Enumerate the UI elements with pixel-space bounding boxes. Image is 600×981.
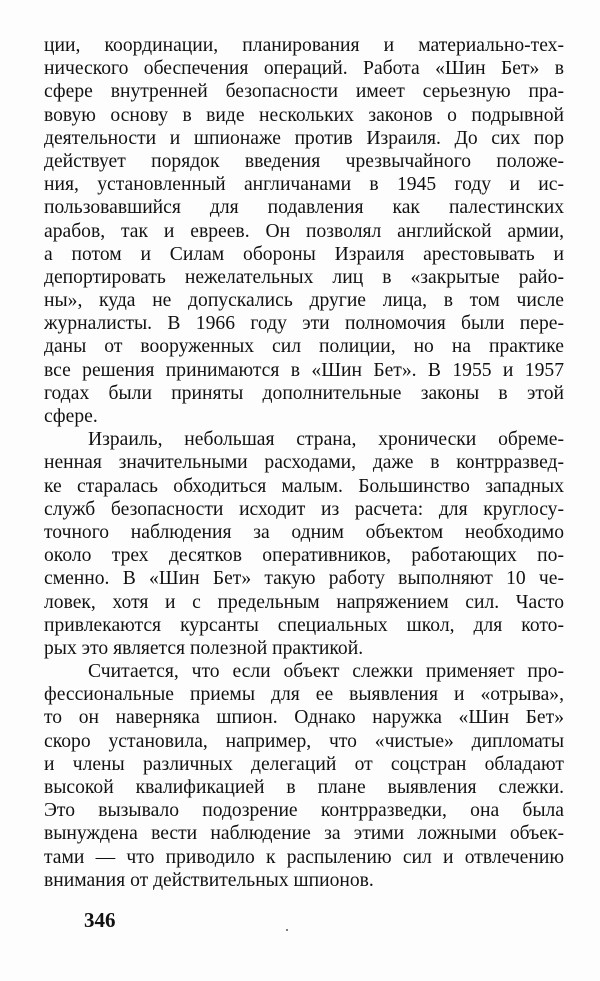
text-line: деятельности и шпионаже против Израиля. До сих пор [44, 127, 564, 149]
text-line: действует порядок введения чрезвычайного положе- [44, 150, 564, 172]
paragraph-start-line: Считается, что если объект слежки применяет про- [88, 661, 564, 683]
text-line: пользовавшийся для подавления как палестинских [44, 197, 564, 219]
text-line: журналисты. В 1966 году эти полномочия были пере- [44, 313, 564, 335]
scan-speck [286, 929, 288, 931]
text-line: вынуждена вести наблюдение за этими ложными объек- [44, 823, 564, 845]
text-line: сфере внутренней безопасности имеет серьезную пра- [44, 81, 564, 103]
text-line: годах были приняты дополнительные законы в этой [44, 382, 564, 404]
text-line: фессиональные приемы для ее выявления и «отрыва», [44, 684, 564, 706]
text-line: вовую основу в виде нескольких законов о подрывной [44, 104, 564, 126]
paragraph-end-line: внимания от действительных шпионов. [44, 869, 374, 891]
page-number: 346 [84, 908, 116, 932]
text-line: то он наверняка шпион. Однако наружка «Шин Бет» [44, 707, 564, 729]
body-text [44, 34, 564, 892]
text-line: высокой квалификацией в плане выявления слежки. [44, 777, 564, 798]
text-line: привлекаются курсанты специальных школ, для кото- [44, 614, 564, 636]
text-line: сменно. В «Шин Бет» такую работу выполняют 10 че- [44, 568, 564, 590]
text-line: и члены различных делегаций от соцстран обладают [44, 753, 564, 775]
text-line: Это вызывало подозрение контрразведки, она была [44, 800, 564, 822]
text-line: все решения принимаются в «Шин Бет». В 1955 и 1957 [44, 359, 564, 381]
text-line: тами — что приводило к распылению сил и отвлечению [44, 846, 564, 868]
paragraph-end-line: рых это является полезной практикой. [44, 637, 364, 659]
text-line: точного наблюдения за одним объектом необходимо [44, 521, 564, 543]
text-line: а потом и Силам обороны Израиля арестовывать и [44, 243, 564, 265]
text-line: около трех десятков оперативников, работающих по- [44, 545, 564, 567]
text-line: ны», куда не допускались другие лица, в том числе [44, 290, 564, 312]
text-line: депортировать нежелательных лиц в «закрытые райо- [44, 266, 564, 288]
paragraph-start-line: Израиль, небольшая страна, хронически обреме- [88, 429, 564, 451]
text-line: даны от вооруженных сил полиции, но на практике [44, 336, 564, 358]
text-line: арабов, так и евреев. Он позволял английской армии, [44, 220, 564, 242]
text-line: ненная значительными расходами, даже в контрразвед- [44, 452, 564, 474]
text-line: ния, установленный англичанами в 1945 году и ис- [44, 174, 564, 196]
text-line: скоро установила, например, что «чистые» дипломаты [44, 730, 564, 752]
text-line: ке старалась обходиться малым. Большинство западных [44, 475, 564, 497]
text-line: служб безопасности исходит из расчета: для круглосу- [44, 498, 564, 520]
text-line: ловек, хотя и с предельным напряжением сил. Часто [44, 591, 564, 613]
text-line: ции, координации, планирования и материально-тех- [44, 35, 564, 56]
paragraph-end-line: сфере. [44, 406, 98, 427]
text-line: нического обеспечения операций. Работа «Шин Бет» в [44, 58, 564, 80]
